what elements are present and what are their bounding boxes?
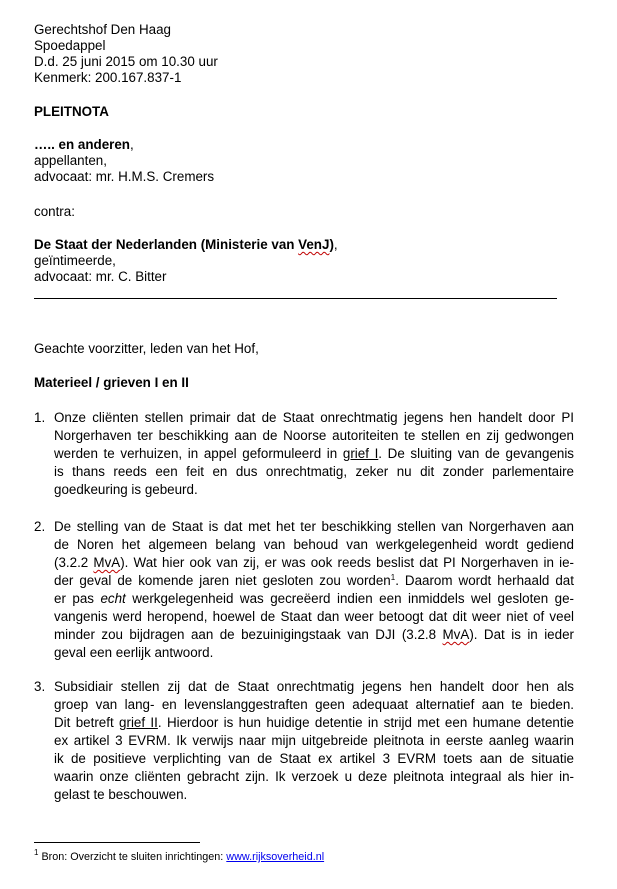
section-heading: Materieel / grieven I en II <box>34 375 189 390</box>
paragraph-2: De stelling van de Staat is dat met het ter beschikking stellen van Norgerhaven aan de Noren het algemeen belang van behoud van werkgelegenheid wordt gediend (3.2.2 MvA). Wat hier ook van zij, er was ook reeds beslist dat PI Norgerhaven in ie- der geval de komende jaren niet gesloten zou worden$^1$. Daarom wordt herhaald dat er pas echt werkgelegenheid was gecreëerd indien een inmiddels wel gesloten ge- vangenis werd heropend, hoewel de Staat dan weer betoogt dat dit weer niet of veel minder zou bijdragen aan de bezuinigingstaak van DJI (3.2.8 MvA). Dat is in ieder geval een eerlijk antwoord. <box>54 519 575 660</box>
contra-label: contra: <box>34 204 75 219</box>
document-title: PLEITNOTA <box>34 104 109 119</box>
appellants-name-line: ….. en anderen, <box>34 137 134 152</box>
appellants-role: appellanten, <box>34 153 107 168</box>
grief-reference: grief I <box>342 446 379 461</box>
paragraph-number: 3. <box>34 679 46 694</box>
footnote-separator <box>34 842 200 843</box>
respondent-name: De Staat der Nederlanden (Ministerie van VenJ) <box>34 237 334 252</box>
footnote: $^1$ Bron: Overzicht te sluiten inrichtingen: www.rijksoverheid.nl <box>34 848 325 863</box>
procedure-type: Spoedappel <box>34 38 106 53</box>
salutation: Geachte voorzitter, leden van het Hof, <box>34 341 259 356</box>
case-reference: Kenmerk: 200.167.837-1 <box>34 70 182 85</box>
court-name: Gerechtshof Den Haag <box>34 22 171 37</box>
appellants-counsel: advocaat: mr. H.M.S. Cremers <box>34 169 215 184</box>
footnote-marker: 1 <box>390 573 396 582</box>
separator-line <box>34 298 557 299</box>
paragraph-number: 2. <box>34 519 46 534</box>
respondent-name-line: De Staat der Nederlanden (Ministerie van VenJ), <box>34 237 338 252</box>
paragraph-number: 1. <box>34 410 46 425</box>
respondent-role: geïntimeerde, <box>34 253 116 268</box>
paragraph-1: Onze cliënten stellen primair dat de Staat onrechtmatig jegens hen handelt door PI Norgerhaven ter beschikking aan de Noorse autoriteiten te stellen en zij gedwongen werden te verhuizen, in appel geformuleerd in grief I. De sluiting van de gevangenis is thans reeds een feit en dus onrechtmatig, zeker nu dit zonder parlementaire goedkeuring is gebeurd. <box>54 410 575 497</box>
respondent-counsel: advocaat: mr. C. Bitter <box>34 269 167 284</box>
footnote-link[interactable]: www.rijksoverheid.nl <box>226 851 325 863</box>
paragraph-3: Subsidiair stellen zij dat de Staat onrechtmatig jegens hen handelt door hen als groep van lang- en levenslanggestraften geen adequaat alternatief aan te bieden. Dit betreft grief II. Hierdoor is hun huidige detentie in strijd met een humane detentie ex artikel 3 EVRM. Ik verwijs naar mijn uitgebreide pleitnota in eerste aanleg waarin ik de positieve verplichting van de Staat ex artikel 3 EVRM toets aan de situatie waarin onze cliënten gebracht zijn. Ik verzoek u deze pleitnota integraal als hier in- gelast te beschouwen. <box>54 679 574 802</box>
hearing-date: D.d. 25 juni 2015 om 10.30 uur <box>34 54 218 69</box>
grief-reference: grief II <box>119 715 158 730</box>
appellants-name: ….. en anderen <box>34 137 130 152</box>
